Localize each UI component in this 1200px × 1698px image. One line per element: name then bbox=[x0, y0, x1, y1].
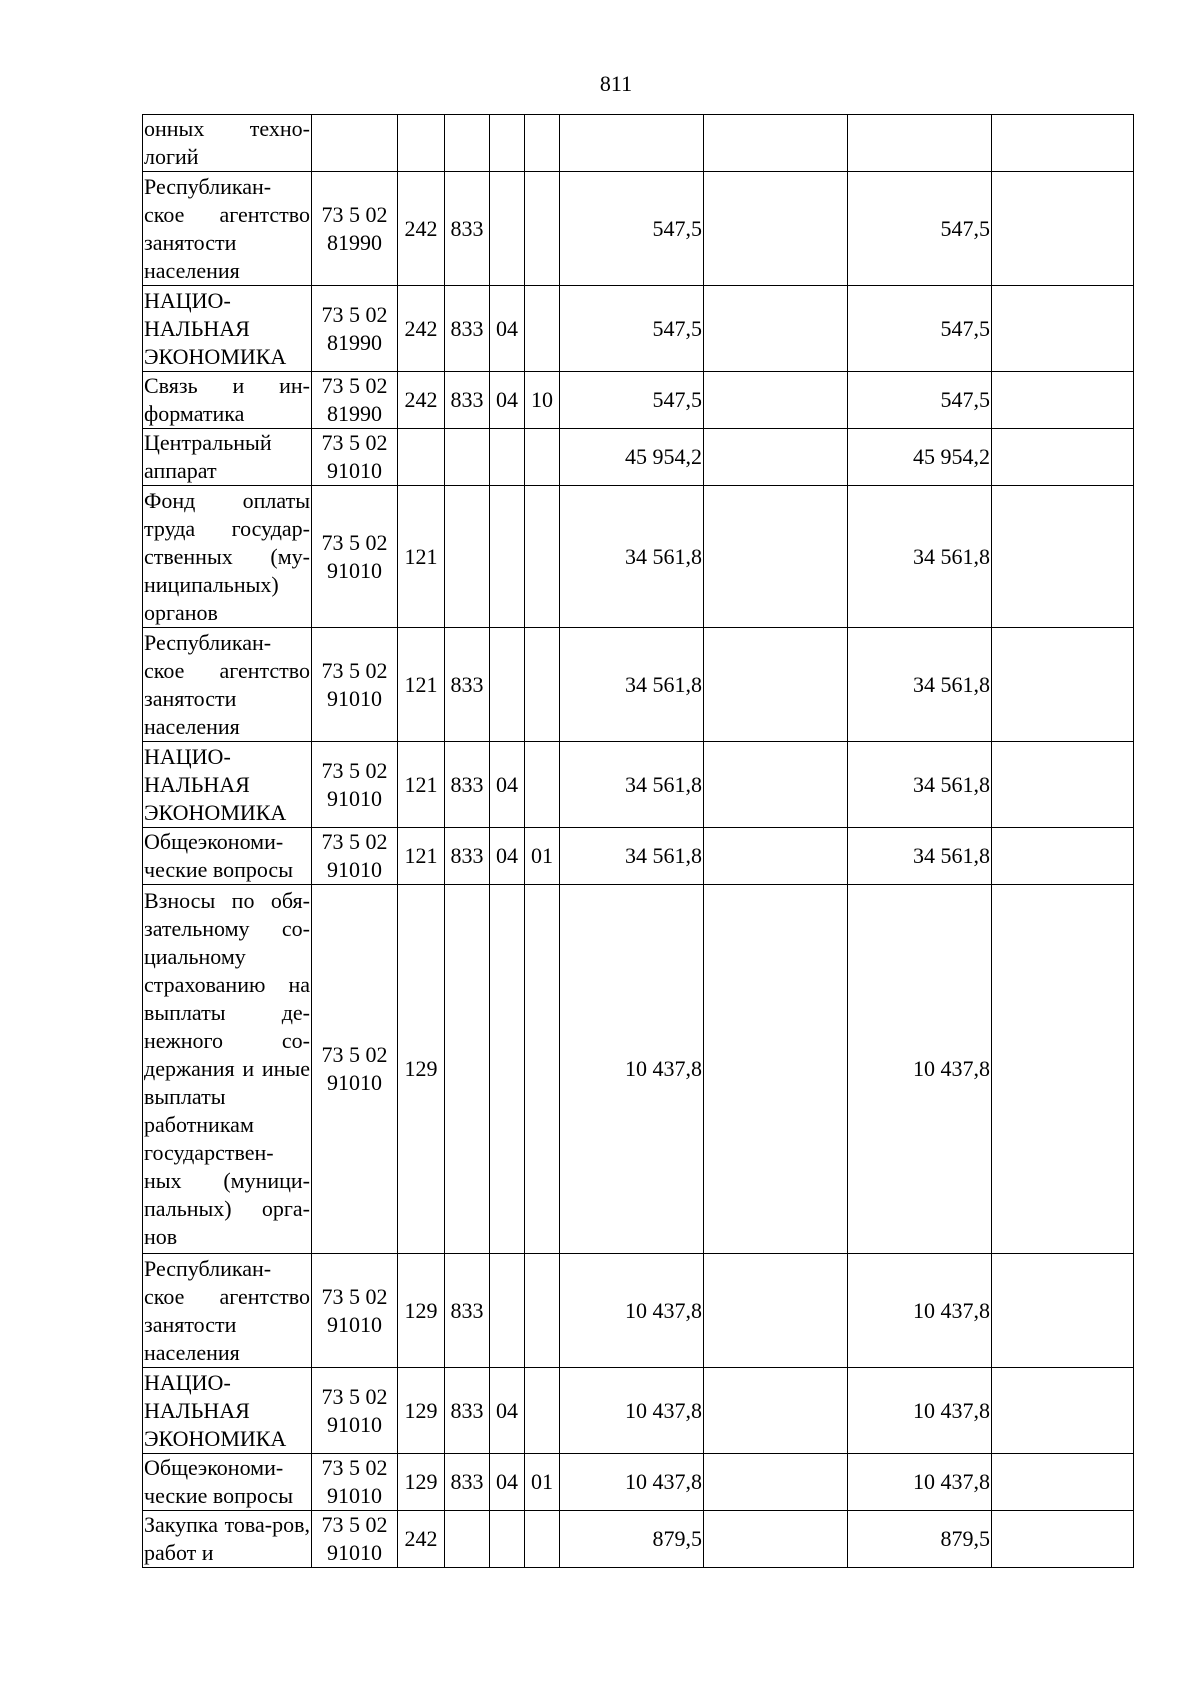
expense-type-cell: 129 bbox=[398, 1368, 445, 1454]
amount-cell: 10 437,8 bbox=[560, 1454, 704, 1511]
target-article-cell: 73 5 02 91010 bbox=[312, 1454, 398, 1511]
subsection-cell: 10 bbox=[525, 372, 560, 429]
amount-cell: 547,5 bbox=[560, 172, 704, 286]
expense-type-cell: 242 bbox=[398, 172, 445, 286]
row-name-cell: Общеэкономи-ческие вопросы bbox=[143, 828, 312, 885]
amount-cell bbox=[848, 115, 992, 172]
subsection-cell: 01 bbox=[525, 828, 560, 885]
table-row bbox=[143, 372, 1134, 429]
row-name-cell: НАЦИО-НАЛЬНАЯ ЭКОНОМИКА bbox=[143, 742, 312, 828]
amount-cell bbox=[704, 486, 848, 628]
amount-cell bbox=[704, 429, 848, 486]
table-row bbox=[143, 486, 1134, 628]
subsection-cell bbox=[525, 486, 560, 628]
amount-cell bbox=[992, 486, 1134, 628]
amount-cell bbox=[992, 828, 1134, 885]
amount-cell: 547,5 bbox=[560, 372, 704, 429]
expense-type-cell: 129 bbox=[398, 1454, 445, 1511]
table-row bbox=[143, 172, 1134, 286]
amount-cell: 34 561,8 bbox=[560, 828, 704, 885]
main-manager-cell bbox=[445, 429, 490, 486]
amount-cell: 547,5 bbox=[560, 286, 704, 372]
amount-cell bbox=[704, 742, 848, 828]
expense-type-cell: 242 bbox=[398, 372, 445, 429]
section-cell: 04 bbox=[490, 1454, 525, 1511]
expense-type-cell bbox=[398, 115, 445, 172]
main-manager-cell bbox=[445, 486, 490, 628]
main-manager-cell: 833 bbox=[445, 372, 490, 429]
expense-type-cell: 121 bbox=[398, 742, 445, 828]
main-manager-cell: 833 bbox=[445, 828, 490, 885]
row-name-cell: НАЦИО-НАЛЬНАЯ ЭКОНОМИКА bbox=[143, 286, 312, 372]
amount-cell bbox=[992, 742, 1134, 828]
main-manager-cell: 833 bbox=[445, 742, 490, 828]
expense-type-cell: 242 bbox=[398, 286, 445, 372]
row-name-cell: Общеэкономи-ческие вопросы bbox=[143, 1454, 312, 1511]
section-cell bbox=[490, 172, 525, 286]
table-row bbox=[143, 115, 1134, 172]
table-row bbox=[143, 828, 1134, 885]
section-cell bbox=[490, 1254, 525, 1368]
amount-cell: 34 561,8 bbox=[560, 486, 704, 628]
amount-cell bbox=[992, 172, 1134, 286]
amount-cell: 34 561,8 bbox=[560, 628, 704, 742]
section-cell: 04 bbox=[490, 372, 525, 429]
target-article-cell: 73 5 02 91010 bbox=[312, 486, 398, 628]
target-article-cell bbox=[312, 115, 398, 172]
amount-cell: 10 437,8 bbox=[560, 885, 704, 1254]
amount-cell: 34 561,8 bbox=[848, 742, 992, 828]
section-cell: 04 bbox=[490, 742, 525, 828]
expense-type-cell: 129 bbox=[398, 885, 445, 1254]
subsection-cell bbox=[525, 286, 560, 372]
amount-cell bbox=[704, 1368, 848, 1454]
amount-cell: 10 437,8 bbox=[848, 1254, 992, 1368]
amount-cell bbox=[560, 115, 704, 172]
main-manager-cell: 833 bbox=[445, 286, 490, 372]
main-manager-cell bbox=[445, 1511, 490, 1568]
section-cell bbox=[490, 885, 525, 1254]
row-name-cell: Центральный аппарат bbox=[143, 429, 312, 486]
expense-type-cell: 121 bbox=[398, 628, 445, 742]
table-row bbox=[143, 1511, 1134, 1568]
row-name-cell: Закупка това-ров, работ и bbox=[143, 1511, 312, 1568]
row-name-cell: Связь и ин-форматика bbox=[143, 372, 312, 429]
amount-cell: 10 437,8 bbox=[848, 1454, 992, 1511]
table-row bbox=[143, 1454, 1134, 1511]
target-article-cell: 73 5 02 91010 bbox=[312, 1254, 398, 1368]
section-cell bbox=[490, 115, 525, 172]
amount-cell: 879,5 bbox=[848, 1511, 992, 1568]
section-cell: 04 bbox=[490, 828, 525, 885]
amount-cell bbox=[992, 1368, 1134, 1454]
row-name-cell: Фонд оплаты труда государ-ственных (му-ниципальных) органов bbox=[143, 486, 312, 628]
row-name-cell: Республикан-ское агентство занятости населения bbox=[143, 628, 312, 742]
amount-cell bbox=[704, 172, 848, 286]
table-row bbox=[143, 628, 1134, 742]
subsection-cell bbox=[525, 172, 560, 286]
subsection-cell bbox=[525, 429, 560, 486]
amount-cell: 10 437,8 bbox=[848, 885, 992, 1254]
row-name-cell: Взносы по обя-зательному со-циальному страхованию на выплаты де-нежного со-держания и иные выплаты работникам государствен-ных (муници-пальных) орга-нов bbox=[143, 885, 312, 1254]
amount-cell: 10 437,8 bbox=[560, 1368, 704, 1454]
subsection-cell bbox=[525, 1254, 560, 1368]
amount-cell: 10 437,8 bbox=[848, 1368, 992, 1454]
main-manager-cell bbox=[445, 885, 490, 1254]
target-article-cell: 73 5 02 91010 bbox=[312, 628, 398, 742]
main-manager-cell: 833 bbox=[445, 628, 490, 742]
expense-type-cell: 242 bbox=[398, 1511, 445, 1568]
subsection-cell bbox=[525, 628, 560, 742]
table-row bbox=[143, 286, 1134, 372]
amount-cell bbox=[992, 1454, 1134, 1511]
amount-cell: 34 561,8 bbox=[848, 828, 992, 885]
subsection-cell bbox=[525, 742, 560, 828]
page-number: 811 bbox=[599, 71, 633, 96]
amount-cell bbox=[992, 429, 1134, 486]
amount-cell bbox=[704, 1454, 848, 1511]
row-name-cell: НАЦИО-НАЛЬНАЯ ЭКОНОМИКА bbox=[143, 1368, 312, 1454]
main-manager-cell bbox=[445, 115, 490, 172]
section-cell bbox=[490, 429, 525, 486]
amount-cell bbox=[992, 628, 1134, 742]
expense-type-cell: 121 bbox=[398, 828, 445, 885]
table-row bbox=[143, 742, 1134, 828]
amount-cell bbox=[992, 115, 1134, 172]
amount-cell: 45 954,2 bbox=[560, 429, 704, 486]
amount-cell: 547,5 bbox=[848, 286, 992, 372]
amount-cell bbox=[992, 1511, 1134, 1568]
section-cell: 04 bbox=[490, 1368, 525, 1454]
amount-cell: 879,5 bbox=[560, 1511, 704, 1568]
amount-cell bbox=[992, 885, 1134, 1254]
amount-cell bbox=[704, 885, 848, 1254]
amount-cell: 34 561,8 bbox=[560, 742, 704, 828]
table-row bbox=[143, 885, 1134, 1254]
target-article-cell: 73 5 02 91010 bbox=[312, 742, 398, 828]
amount-cell: 45 954,2 bbox=[848, 429, 992, 486]
table-row bbox=[143, 1368, 1134, 1454]
amount-cell: 547,5 bbox=[848, 172, 992, 286]
amount-cell: 34 561,8 bbox=[848, 486, 992, 628]
amount-cell: 34 561,8 bbox=[848, 628, 992, 742]
budget-table bbox=[142, 114, 1134, 1568]
table-row bbox=[143, 429, 1134, 486]
target-article-cell: 73 5 02 91010 bbox=[312, 828, 398, 885]
row-name-cell: онных техно-логий bbox=[143, 115, 312, 172]
subsection-cell: 01 bbox=[525, 1454, 560, 1511]
amount-cell: 547,5 bbox=[848, 372, 992, 429]
amount-cell bbox=[704, 372, 848, 429]
main-manager-cell: 833 bbox=[445, 1454, 490, 1511]
section-cell bbox=[490, 486, 525, 628]
target-article-cell: 73 5 02 81990 bbox=[312, 172, 398, 286]
section-cell bbox=[490, 1511, 525, 1568]
table-row bbox=[143, 1254, 1134, 1368]
amount-cell: 10 437,8 bbox=[560, 1254, 704, 1368]
section-cell bbox=[490, 628, 525, 742]
main-manager-cell: 833 bbox=[445, 172, 490, 286]
section-cell: 04 bbox=[490, 286, 525, 372]
amount-cell bbox=[992, 1254, 1134, 1368]
amount-cell bbox=[704, 1254, 848, 1368]
subsection-cell bbox=[525, 1511, 560, 1568]
amount-cell bbox=[992, 286, 1134, 372]
amount-cell bbox=[704, 628, 848, 742]
expense-type-cell: 121 bbox=[398, 486, 445, 628]
target-article-cell: 73 5 02 91010 bbox=[312, 1368, 398, 1454]
subsection-cell bbox=[525, 115, 560, 172]
main-manager-cell: 833 bbox=[445, 1368, 490, 1454]
amount-cell bbox=[704, 1511, 848, 1568]
amount-cell bbox=[704, 115, 848, 172]
target-article-cell: 73 5 02 81990 bbox=[312, 372, 398, 429]
target-article-cell: 73 5 02 91010 bbox=[312, 1511, 398, 1568]
target-article-cell: 73 5 02 91010 bbox=[312, 885, 398, 1254]
target-article-cell: 73 5 02 81990 bbox=[312, 286, 398, 372]
expense-type-cell bbox=[398, 429, 445, 486]
amount-cell bbox=[704, 828, 848, 885]
amount-cell bbox=[992, 372, 1134, 429]
subsection-cell bbox=[525, 1368, 560, 1454]
target-article-cell: 73 5 02 91010 bbox=[312, 429, 398, 486]
row-name-cell: Республикан-ское агентство занятости населения bbox=[143, 172, 312, 286]
subsection-cell bbox=[525, 885, 560, 1254]
amount-cell bbox=[704, 286, 848, 372]
main-manager-cell: 833 bbox=[445, 1254, 490, 1368]
row-name-cell: Республикан-ское агентство занятости населения bbox=[143, 1254, 312, 1368]
expense-type-cell: 129 bbox=[398, 1254, 445, 1368]
